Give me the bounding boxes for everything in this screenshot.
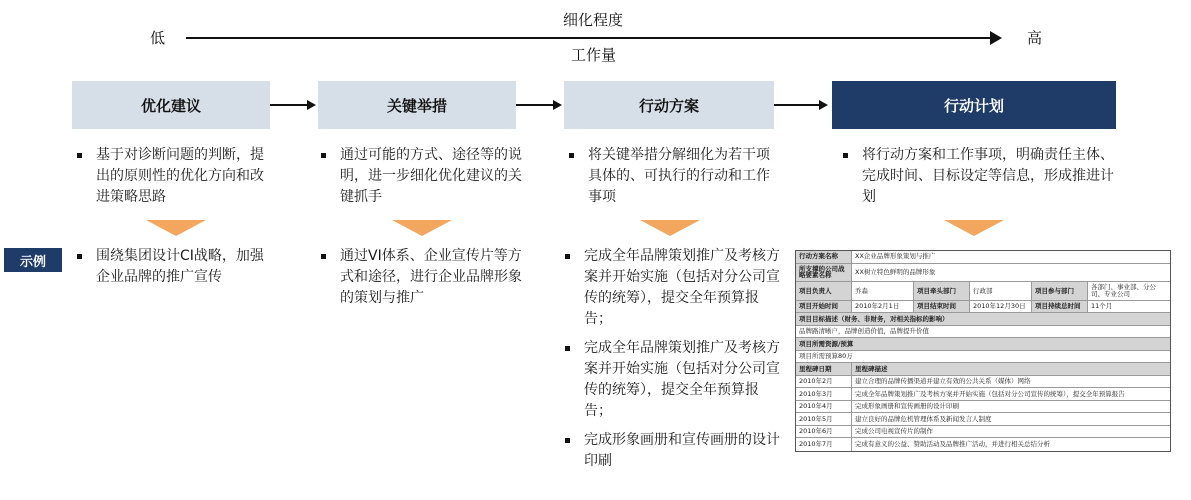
step-desc-3 <box>566 145 780 208</box>
milestone-date: 2010年4月 <box>796 401 852 413</box>
milestone-desc: 完成公司电视宣传片的制作 <box>855 427 933 436</box>
bullet <box>321 254 326 259</box>
axis-bottom-label: 工作量 <box>571 46 617 64</box>
step-box-4 <box>832 81 1116 129</box>
step-desc-1 <box>74 145 274 208</box>
bullet <box>565 346 570 351</box>
milestone-date: 2010年5月 <box>796 413 852 425</box>
connector-3-head <box>819 100 828 110</box>
step-desc-text-4: 将行动方案和工作事项，明确责任主体、完成时间、目标设定等信息，形成推进计划 <box>862 147 1114 205</box>
action-plan-table <box>795 250 1171 452</box>
axis-high-label: 高 <box>1027 29 1043 47</box>
table-row <box>796 282 1170 301</box>
table-label: 里程碑描述 <box>852 363 1170 375</box>
table-section-header: 项目目标描述（财务、非财务，对相关指标的影响） <box>796 313 1170 325</box>
milestone-date: 2010年3月 <box>796 388 852 400</box>
milestone-date: 2010年6月 <box>796 426 852 438</box>
table-label: 里程碑日期 <box>796 363 852 375</box>
milestone-desc: 完成全年品牌策划推广及考核方案并开始实施（包括对分公司宣传的统筹），提交全年预算报告 <box>855 389 1125 398</box>
down-triangle-3 <box>640 220 700 236</box>
table-row <box>796 326 1170 339</box>
axis-line <box>186 37 992 39</box>
step-desc-2 <box>318 145 524 208</box>
example-text: 完成形象画册和宣传画册的设计印刷 <box>584 432 780 469</box>
table-row <box>796 376 1170 389</box>
step-desc-4 <box>840 145 1116 208</box>
example-text: 围绕集团设计CI战略，加强企业品牌的推广宣传 <box>96 248 264 285</box>
table-value: 2010年2月1日 <box>852 301 914 313</box>
milestone-date: 2010年2月 <box>796 376 852 388</box>
milestone-desc: 建立良好的品牌危机管理体系及新闻发言人制度 <box>855 414 992 423</box>
example-text: 完成全年品牌策划推广及考核方案并开始实施（包括对分公司宣传的统筹），提交全年预算报告； <box>584 248 780 327</box>
table-value: 品牌路清晰户，品牌创造价值，品牌提升价值 <box>799 327 929 336</box>
table-value: XX树立特色鲜明的品牌形象 <box>855 267 936 276</box>
table-row <box>796 363 1170 376</box>
step-title-2: 关键举措 <box>386 96 447 115</box>
example-text: 通过VI体系、企业宣传片等方式和途径，进行企业品牌形象的策划与推广 <box>340 248 522 306</box>
down-triangle-4 <box>944 220 1004 236</box>
table-label: 行动方案名称 <box>796 251 852 263</box>
table-row <box>796 338 1170 351</box>
example-tag <box>4 248 62 272</box>
table-row <box>796 351 1170 364</box>
step-box-1 <box>72 81 270 129</box>
step-desc-text-3: 将关键举措分解细化为若干项具体的、可执行的行动和工作事项 <box>588 147 770 205</box>
connector-2 <box>516 104 556 106</box>
step-desc-text-1: 基于对诊断问题的判断，提出的原则性的优化方向和改进策略思路 <box>96 147 264 205</box>
step-box-2 <box>318 81 516 129</box>
example-item <box>318 246 530 309</box>
milestone-date: 2010年7月 <box>796 438 852 451</box>
bullet <box>569 153 574 158</box>
step-title-4: 行动计划 <box>943 96 1004 115</box>
table-label: 项目牵头部门 <box>914 282 970 300</box>
table-value: XX企业品牌形象策划与推广 <box>855 252 936 261</box>
milestone-desc: 完成有意义的公益、赞助活动及品牌推广活动，并进行相关总结分析 <box>855 440 1050 449</box>
connector-3 <box>774 104 822 106</box>
table-label: 项目持续总时间 <box>1032 301 1088 313</box>
step-title-3: 行动方案 <box>638 96 699 115</box>
connector-1 <box>270 104 310 106</box>
example-col-3 <box>562 246 780 480</box>
example-col-2 <box>318 246 530 317</box>
table-value: 各部门、事业部、分公司、专业公司 <box>1091 283 1156 298</box>
example-item <box>562 246 780 330</box>
bullet <box>321 153 326 158</box>
table-section-header: 项目所需资源/预算 <box>796 338 1170 350</box>
example-text: 完成全年品牌策划推广及考核方案并开始实施（包括对分公司宣传的统筹），提交全年预算报告； <box>584 340 780 419</box>
table-value: 2010年12月30日 <box>970 301 1032 313</box>
table-row <box>796 301 1170 314</box>
connector-2-head <box>553 100 562 110</box>
axis-top-label: 细化程度 <box>563 11 624 29</box>
bullet <box>565 438 570 443</box>
axis-arrowhead <box>990 31 1002 45</box>
example-tag-label: 示例 <box>19 254 46 270</box>
down-triangle-1 <box>146 220 206 236</box>
table-label: 所支撑的公司战略要素名称 <box>796 264 852 282</box>
example-item <box>562 430 780 472</box>
table-value: 11个月 <box>1091 302 1113 311</box>
table-label: 项目负责人 <box>796 282 852 300</box>
example-item <box>562 338 780 422</box>
table-label: 项目结束时间 <box>914 301 970 313</box>
connector-1-head <box>307 100 316 110</box>
table-row <box>796 313 1170 326</box>
table-row <box>796 251 1170 264</box>
table-label: 项目参与部门 <box>1032 282 1088 300</box>
bullet <box>565 254 570 259</box>
bullet <box>77 254 82 259</box>
milestone-desc: 建立合理的品牌传播渠道并建立有效的公共关系（媒体）网络 <box>855 377 1031 386</box>
example-item <box>74 246 274 288</box>
down-triangle-2 <box>392 220 452 236</box>
table-value: 乔森 <box>852 282 914 300</box>
table-label: 项目开始时间 <box>796 301 852 313</box>
table-value: 行政部 <box>970 282 1032 300</box>
step-title-1: 优化建议 <box>140 96 201 115</box>
milestone-desc: 完成形象画册和宣传画册的设计印刷 <box>855 402 959 411</box>
table-row <box>796 438 1170 451</box>
table-row <box>796 388 1170 401</box>
table-row <box>796 264 1170 283</box>
table-row <box>796 401 1170 414</box>
step-box-3 <box>564 81 774 129</box>
example-col-1 <box>74 246 274 296</box>
bullet <box>77 153 82 158</box>
step-desc-text-2: 通过可能的方式、途径等的说明，进一步细化优化建议的关键抓手 <box>340 147 522 205</box>
table-value: 项目所需预算80万 <box>799 352 853 361</box>
table-row <box>796 413 1170 426</box>
axis-low-label: 低 <box>150 29 166 47</box>
bullet <box>843 153 848 158</box>
table-row <box>796 426 1170 439</box>
